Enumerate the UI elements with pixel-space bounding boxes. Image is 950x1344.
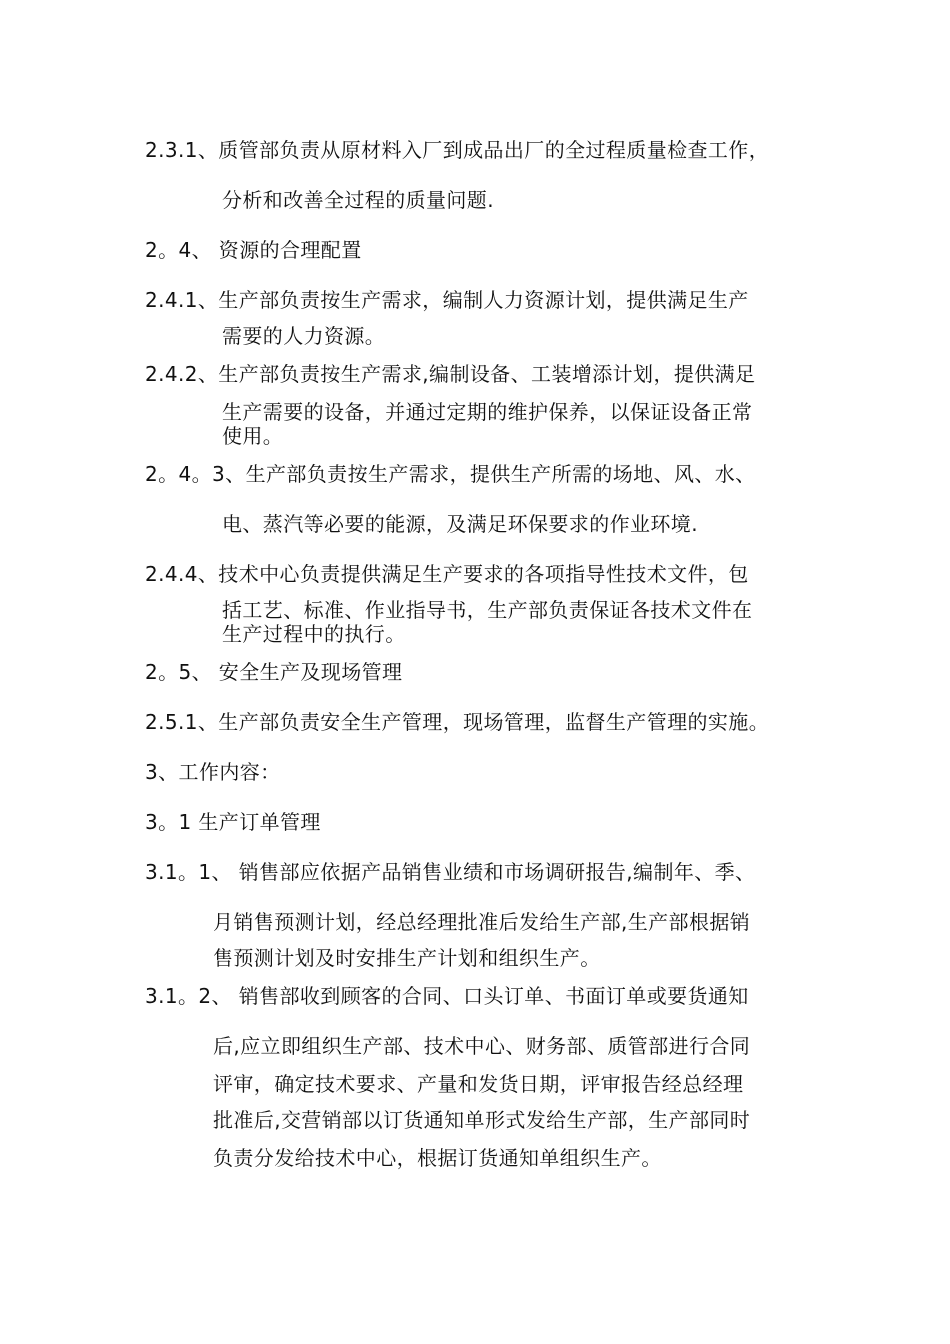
section-2-4-3-line-2: 电、蒸汽等必要的能源，及满足环保要求的作业环境. [222,512,698,536]
section-3-1-1-line-2: 月销售预测计划，经总经理批准后发给生产部,生产部根据销 [213,910,751,934]
heading-2-4: 2。4、 资源的合理配置 [145,238,362,262]
section-2-4-2-line-3: 使用。 [222,424,284,448]
heading-3: 3、工作内容： [145,760,281,784]
section-2-3-1-line-2: 分析和改善全过程的质量问题. [222,188,494,212]
section-2-5-1-line-1: 2.5.1、生产部负责安全生产管理，现场管理，监督生产管理的实施。 [145,710,770,734]
section-3-1-2-line-3: 评审，确定技术要求、产量和发货日期，评审报告经总经理 [213,1072,744,1096]
section-2-4-4-line-1: 2.4.4、技术中心负责提供满足生产要求的各项指导性技术文件，包 [145,562,749,586]
section-2-4-4-line-3: 生产过程中的执行。 [222,622,406,646]
section-2-4-3-line-1: 2。4。3、生产部负责按生产需求，提供生产所需的场地、风、水、 [145,462,756,486]
heading-3-1: 3。1 生产订单管理 [145,810,321,834]
section-2-3-1-line-1: 2.3.1、质管部负责从原材料入厂到成品出厂的全过程质量检查工作， [145,138,770,162]
section-3-1-2-line-5: 负责分发给技术中心，根据订货通知单组织生产。 [213,1146,662,1170]
section-2-4-1-line-1: 2.4.1、生产部负责按生产需求，编制人力资源计划，提供满足生产 [145,288,749,312]
section-3-1-2-line-2: 后,应立即组织生产部、技术中心、财务部、质管部进行合同 [213,1034,751,1058]
section-2-4-4-line-2: 括工艺、标准、作业指导书，生产部负责保证各技术文件在 [222,598,753,622]
section-3-1-1-line-3: 售预测计划及时安排生产计划和组织生产。 [213,946,601,970]
section-2-4-1-line-2: 需要的人力资源。 [222,324,386,348]
section-3-1-1-line-1: 3.1。1、 销售部应依据产品销售业绩和市场调研报告,编制年、季、 [145,860,756,884]
section-3-1-2-line-1: 3.1。2、 销售部收到顾客的合同、口头订单、书面订单或要货通知 [145,984,749,1008]
section-3-1-2-line-4: 批准后,交营销部以订货通知单形式发给生产部，生产部同时 [213,1108,751,1132]
section-2-4-2-line-2: 生产需要的设备，并通过定期的维护保养，以保证设备正常 [222,400,753,424]
heading-2-5: 2。5、 安全生产及现场管理 [145,660,403,684]
section-2-4-2-line-1: 2.4.2、生产部负责按生产需求,编制设备、工装增添计划，提供满足 [145,362,756,386]
